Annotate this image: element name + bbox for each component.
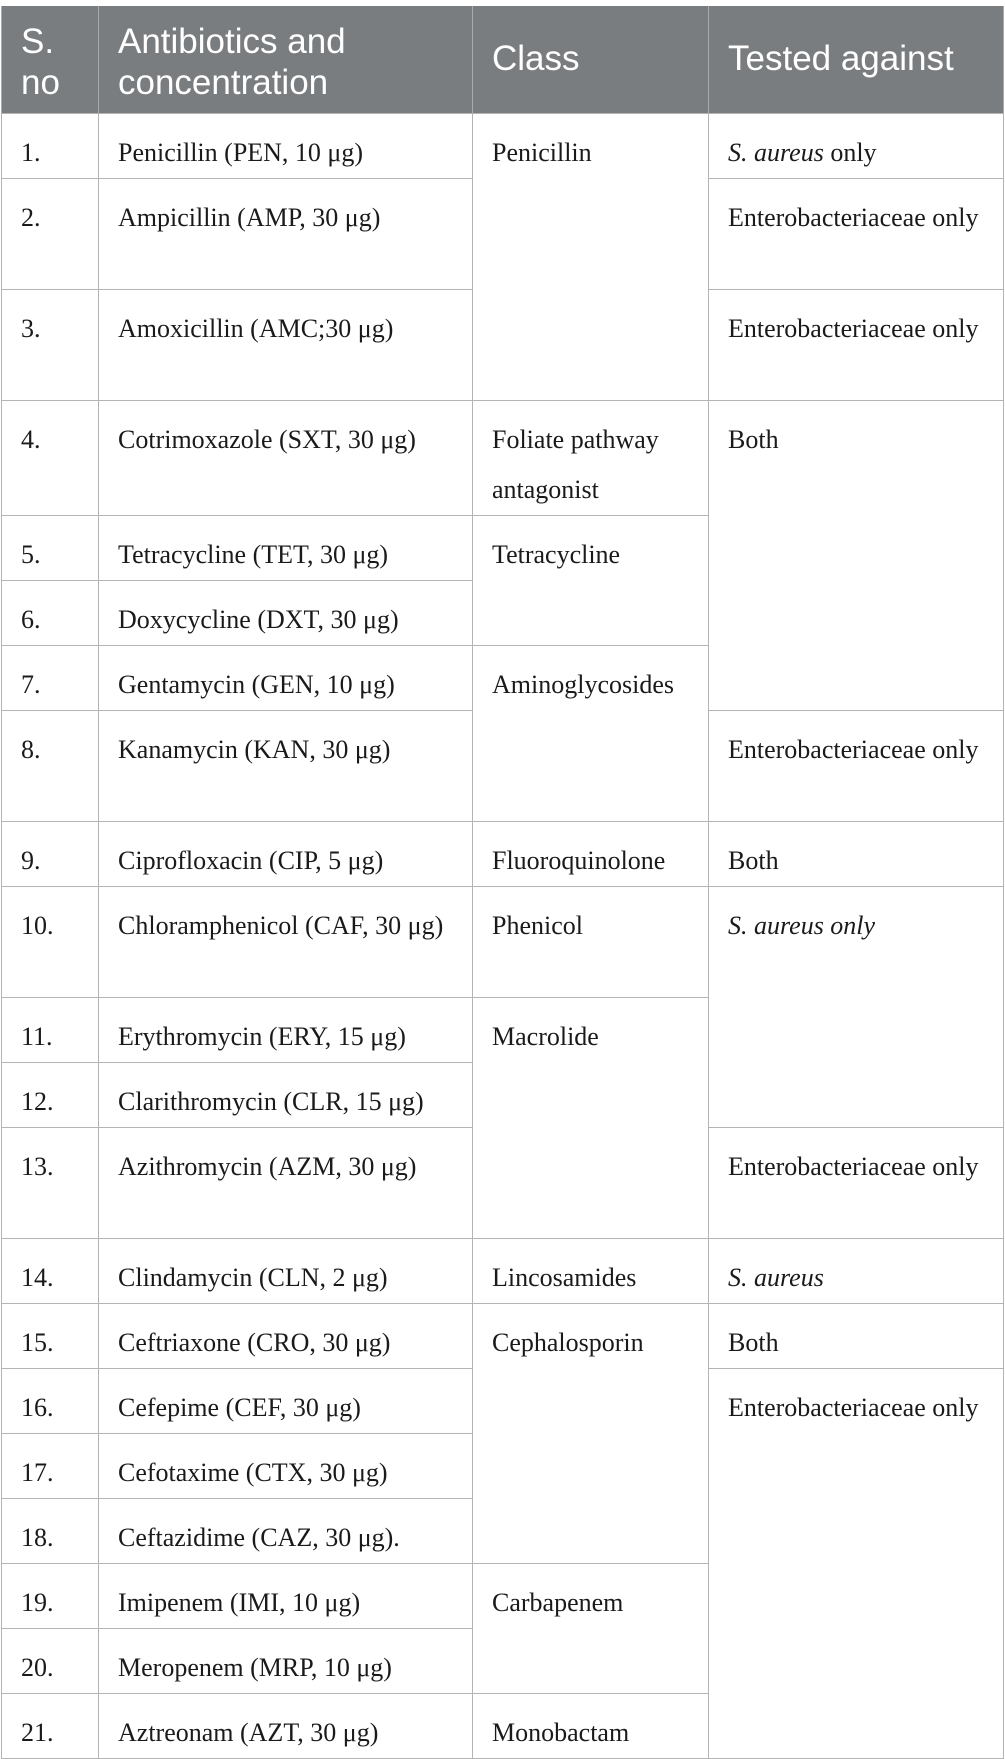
class-cell: Foliate pathway antagonist xyxy=(473,401,709,516)
tested-suffix: only xyxy=(823,138,877,167)
antibiotic-cell: Aztreonam (AZT, 30 μg) xyxy=(99,1694,473,1759)
row-number: 6. xyxy=(2,581,99,646)
antibiotic-cell: Chloramphenicol (CAF, 30 μg) xyxy=(99,887,473,998)
tested-cell: Both xyxy=(709,1304,1004,1369)
antibiotic-cell: Ceftazidime (CAZ, 30 μg). xyxy=(99,1499,473,1564)
table-row xyxy=(2,887,1004,998)
antibiotics-table xyxy=(1,6,1004,1759)
antibiotic-cell: Cotrimoxazole (SXT, 30 μg) xyxy=(99,401,473,516)
row-number: 9. xyxy=(2,822,99,887)
table-row xyxy=(2,822,1004,887)
header-sno: S. no xyxy=(2,6,99,114)
header-class: Class xyxy=(473,6,709,114)
row-number: 8. xyxy=(2,711,99,822)
antibiotic-cell: Cefotaxime (CTX, 30 μg) xyxy=(99,1434,473,1499)
antibiotic-cell: Clarithromycin (CLR, 15 μg) xyxy=(99,1063,473,1128)
table-row xyxy=(2,1304,1004,1369)
row-number: 2. xyxy=(2,179,99,290)
organism-name: S. aureus xyxy=(728,1263,824,1292)
antibiotic-cell: Azithromycin (AZM, 30 μg) xyxy=(99,1128,473,1239)
row-number: 7. xyxy=(2,646,99,711)
tested-cell: Both xyxy=(709,401,1004,711)
antibiotic-cell: Clindamycin (CLN, 2 μg) xyxy=(99,1239,473,1304)
antibiotic-cell: Kanamycin (KAN, 30 μg) xyxy=(99,711,473,822)
antibiotic-cell: Ceftriaxone (CRO, 30 μg) xyxy=(99,1304,473,1369)
antibiotic-cell: Penicillin (PEN, 10 μg) xyxy=(99,114,473,179)
class-cell: Aminoglycosides xyxy=(473,646,709,822)
antibiotic-cell: Meropenem (MRP, 10 μg) xyxy=(99,1629,473,1694)
antibiotic-cell: Ciprofloxacin (CIP, 5 μg) xyxy=(99,822,473,887)
row-number: 18. xyxy=(2,1499,99,1564)
tested-cell: Enterobacteriaceae only xyxy=(709,290,1004,401)
row-number: 10. xyxy=(2,887,99,998)
tested-cell xyxy=(709,887,1004,1128)
organism-name: S. aureus only xyxy=(728,911,876,940)
tested-cell: Enterobacteriaceae only xyxy=(709,179,1004,290)
class-cell: Phenicol xyxy=(473,887,709,998)
table-row xyxy=(2,114,1004,179)
row-number: 4. xyxy=(2,401,99,516)
row-number: 1. xyxy=(2,114,99,179)
tested-cell: Enterobacteriaceae only xyxy=(709,1128,1004,1239)
row-number: 17. xyxy=(2,1434,99,1499)
class-cell: Fluoroquinolone xyxy=(473,822,709,887)
antibiotic-cell: Cefepime (CEF, 30 μg) xyxy=(99,1369,473,1434)
table-row xyxy=(2,401,1004,516)
tested-cell xyxy=(709,114,1004,179)
tested-cell: Both xyxy=(709,822,1004,887)
class-cell: Lincosamides xyxy=(473,1239,709,1304)
organism-name: S. aureus xyxy=(728,138,824,167)
header-row xyxy=(2,6,1004,114)
antibiotic-cell: Tetracycline (TET, 30 μg) xyxy=(99,516,473,581)
row-number: 20. xyxy=(2,1629,99,1694)
row-number: 15. xyxy=(2,1304,99,1369)
row-number: 13. xyxy=(2,1128,99,1239)
class-cell: Penicillin xyxy=(473,114,709,401)
class-cell: Macrolide xyxy=(473,998,709,1239)
antibiotic-cell: Erythromycin (ERY, 15 μg) xyxy=(99,998,473,1063)
row-number: 21. xyxy=(2,1694,99,1759)
header-tested: Tested against xyxy=(709,6,1004,114)
antibiotic-cell: Gentamycin (GEN, 10 μg) xyxy=(99,646,473,711)
header-antibiotic: Antibiotics and concentration xyxy=(99,6,473,114)
row-number: 12. xyxy=(2,1063,99,1128)
row-number: 11. xyxy=(2,998,99,1063)
antibiotic-cell: Amoxicillin (AMC;30 μg) xyxy=(99,290,473,401)
row-number: 14. xyxy=(2,1239,99,1304)
row-number: 3. xyxy=(2,290,99,401)
antibiotic-cell: Imipenem (IMI, 10 μg) xyxy=(99,1564,473,1629)
class-cell: Monobactam xyxy=(473,1694,709,1759)
class-cell: Tetracycline xyxy=(473,516,709,646)
tested-cell: Enterobacteriaceae only xyxy=(709,1369,1004,1759)
row-number: 5. xyxy=(2,516,99,581)
class-cell: Cephalosporin xyxy=(473,1304,709,1564)
antibiotic-cell: Ampicillin (AMP, 30 μg) xyxy=(99,179,473,290)
table-row xyxy=(2,1239,1004,1304)
tested-cell xyxy=(709,1239,1004,1304)
class-cell: Carbapenem xyxy=(473,1564,709,1694)
antibiotic-cell: Doxycycline (DXT, 30 μg) xyxy=(99,581,473,646)
tested-cell: Enterobacteriaceae only xyxy=(709,711,1004,822)
row-number: 16. xyxy=(2,1369,99,1434)
row-number: 19. xyxy=(2,1564,99,1629)
